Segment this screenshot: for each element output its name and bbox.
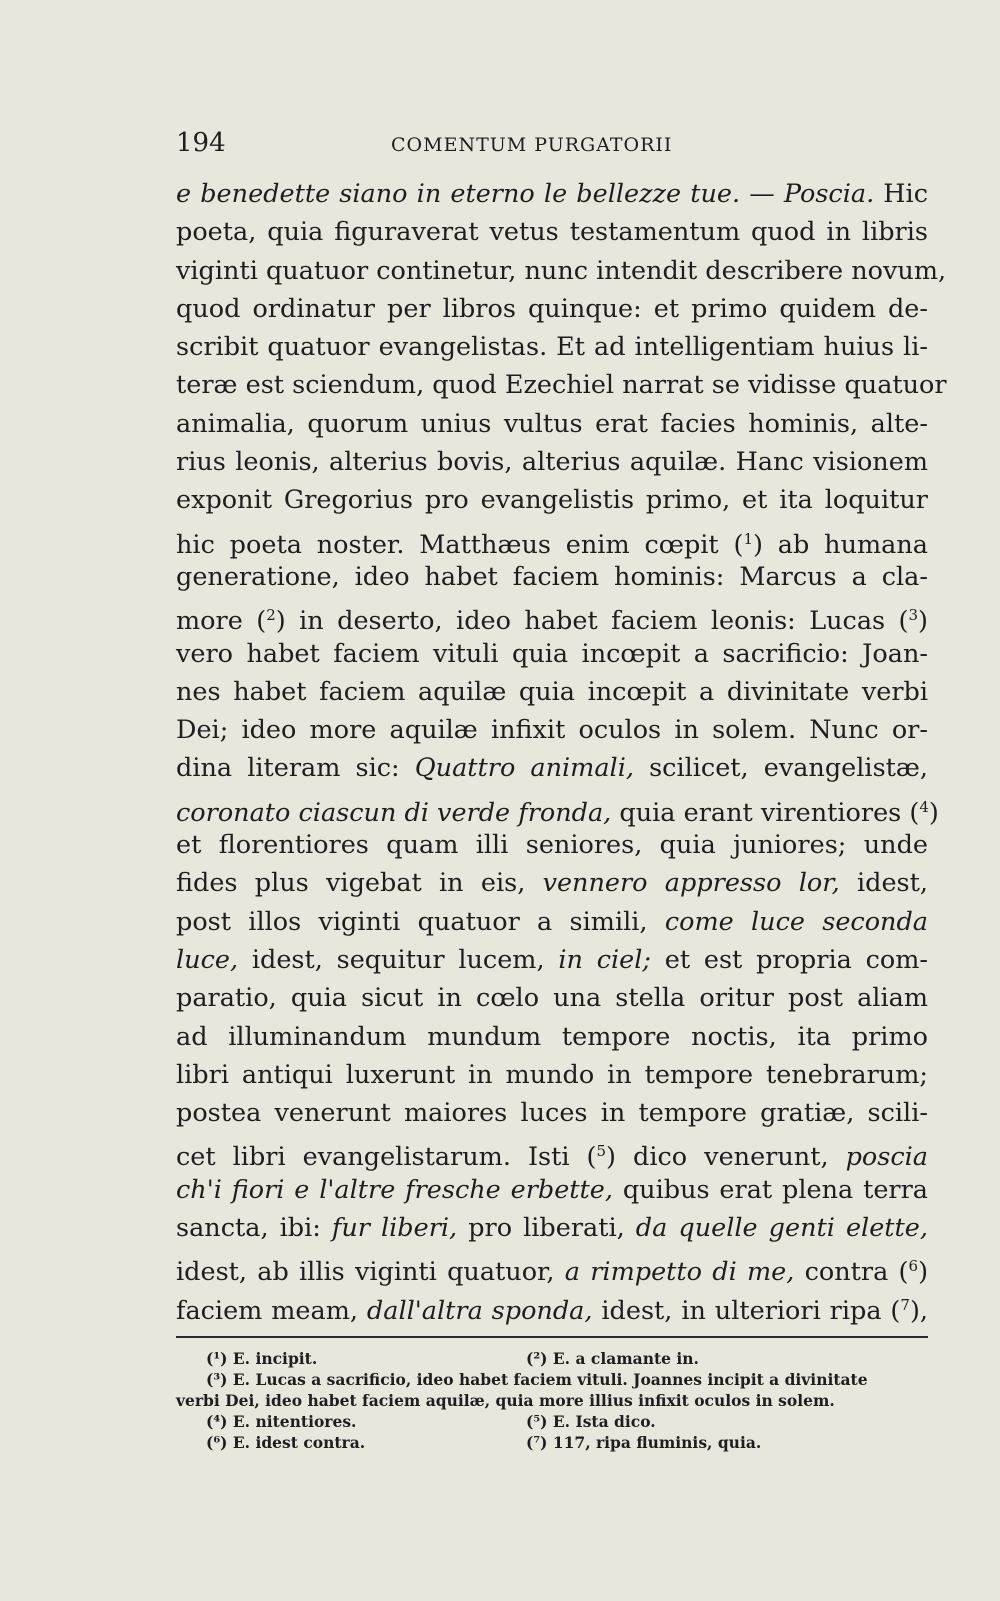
italic-quote: in ciel; bbox=[558, 944, 651, 975]
italic-quote: come luce seconda bbox=[664, 906, 929, 937]
text-span: hic poeta noster. Matthæus enim cœpit ( bbox=[176, 529, 744, 560]
text-line: Dei; ideo more aquilæ infixit oculos in solem. Nunc or- bbox=[176, 715, 928, 746]
text-span: pro liberati, bbox=[457, 1213, 636, 1244]
italic-quote: luce, bbox=[176, 944, 239, 975]
text-line bbox=[176, 749, 928, 787]
footnote-5: (⁵) E. Ista dico. bbox=[526, 1412, 656, 1431]
running-head: COMENTUM PURGATORII bbox=[391, 134, 673, 156]
text-line: ad illuminandum mundum tempore noctis, ita primo bbox=[176, 1021, 928, 1052]
italic-quote: a rimpetto di me, bbox=[564, 1257, 795, 1288]
footnote-6: (⁶) E. idest contra. bbox=[206, 1433, 366, 1452]
text-span: Hic bbox=[874, 179, 928, 209]
italic-quote: vennero appresso lor, bbox=[542, 868, 840, 899]
text-line bbox=[176, 1171, 928, 1209]
text-line: scribit quatuor evangelistas. Et ad intelligentiam huius li- bbox=[176, 332, 928, 363]
italic-quote: da quelle genti elette, bbox=[635, 1213, 928, 1244]
footnote-3: (³) E. Lucas a sacrificio, ideo habet faciem vituli. Joannes incipit a divinitate bbox=[206, 1370, 868, 1389]
text-line: postea venerunt maiores luces in tempore gratiæ, scili- bbox=[176, 1098, 928, 1129]
text-span: idest, sequitur lucem, bbox=[238, 944, 559, 975]
text-line: rius leonis, alterius bovis, alterius aquilæ. Hanc visionem bbox=[176, 447, 928, 478]
footnote-1: (¹) E. incipit. bbox=[206, 1349, 318, 1368]
text-line: paratio, quia sicut in cœlo una stella oritur post aliam bbox=[176, 983, 928, 1014]
footnote-row bbox=[176, 1369, 928, 1390]
text-span: scilicet, evangelistæ, bbox=[633, 753, 928, 784]
text-line: poeta, quia figuraverat vetus testamentum quod in libris bbox=[176, 217, 928, 248]
text-span: ) bbox=[918, 1257, 929, 1288]
text-line: nes habet faciem aquilæ quia incœpit a divinitate verbi bbox=[176, 676, 928, 707]
text-line: et florentiores quam illi seniores, quia juniores; unde bbox=[176, 830, 928, 861]
footnote-row bbox=[176, 1432, 928, 1453]
body-text bbox=[176, 175, 947, 1326]
footnote-2: (²) E. a clamante in. bbox=[526, 1349, 699, 1368]
text-span: ) in deserto, ideo habet faciem leonis: Lucas ( bbox=[275, 606, 909, 637]
text-span: ) bbox=[918, 606, 928, 637]
footnote-ref: 1 bbox=[743, 529, 754, 548]
text-span: faciem meam, bbox=[176, 1295, 367, 1326]
text-line: viginti quatuor continetur, nunc intendit describere novum, bbox=[176, 255, 947, 286]
footnotes bbox=[176, 1348, 928, 1453]
text-span: contra ( bbox=[794, 1257, 909, 1288]
footnote-divider bbox=[176, 1336, 928, 1338]
italic-quote: e benedette siano in eterno le bellezze tue. — Poscia. bbox=[176, 179, 875, 209]
text-line bbox=[176, 903, 928, 941]
text-span: ), bbox=[909, 1295, 928, 1326]
text-line: exponit Gregorius pro evangelistis primo, et ita loquitur bbox=[176, 485, 928, 516]
footnote-row bbox=[176, 1348, 928, 1369]
footnote-ref: 5 bbox=[596, 1142, 607, 1161]
page-header bbox=[176, 128, 696, 168]
text-line bbox=[176, 596, 928, 637]
footnote-ref: 2 bbox=[266, 606, 276, 625]
text-span: more ( bbox=[176, 606, 267, 637]
text-line bbox=[176, 864, 928, 902]
text-line: teræ est sciendum, quod Ezechiel narrat se vidisse quatuor bbox=[176, 370, 947, 401]
footnote-ref: 3 bbox=[908, 606, 919, 625]
text-line: vero habet faciem vituli quia incœpit a sacrificio: Joan- bbox=[176, 638, 928, 669]
footnote-3-continued: verbi Dei, ideo habet faciem aquilæ, quia more illius infixit oculos in solem. bbox=[176, 1391, 835, 1410]
italic-quote: coronato ciascun di verde fronda, bbox=[176, 797, 612, 828]
italic-quote: ch'i fiori e l'altre fresche erbette, bbox=[176, 1174, 613, 1205]
text-span: ) ab humana bbox=[753, 529, 928, 560]
page-number: 194 bbox=[176, 128, 226, 158]
text-span: ) dico venerunt, bbox=[606, 1142, 846, 1173]
text-line: generatione, ideo habet faciem hominis: Marcus a cla- bbox=[176, 561, 928, 592]
text-line bbox=[176, 1286, 928, 1324]
text-span: idest, bbox=[839, 868, 928, 899]
footnote-ref: 6 bbox=[908, 1257, 919, 1276]
text-span: idest, in ulteriori ripa ( bbox=[592, 1295, 901, 1326]
text-line: animalia, quorum unius vultus erat facies hominis, alte- bbox=[176, 408, 928, 439]
text-span: sancta, ibi: bbox=[176, 1213, 332, 1244]
text-span: et est propria com- bbox=[650, 944, 929, 975]
text-span: idest, ab illis viginti quatuor, bbox=[176, 1257, 565, 1288]
text-line bbox=[176, 1132, 928, 1173]
text-line bbox=[176, 520, 928, 558]
text-span: quibus erat plena terra bbox=[612, 1174, 928, 1205]
text-line bbox=[176, 941, 928, 979]
text-line bbox=[176, 175, 928, 213]
text-span: fides plus vigebat in eis, bbox=[176, 868, 543, 899]
footnote-row bbox=[176, 1411, 928, 1432]
text-span: post illos viginti quatuor a simili, bbox=[176, 906, 665, 937]
footnote-ref: 4 bbox=[919, 797, 929, 816]
footnote-7: (⁷) 117, ripa fluminis, quia. bbox=[526, 1433, 762, 1452]
footnote-ref: 7 bbox=[900, 1295, 910, 1314]
text-span: ) bbox=[928, 797, 939, 828]
italic-quote: fur liberi, bbox=[331, 1213, 458, 1244]
footnote-4: (⁴) E. nitentiores. bbox=[206, 1412, 357, 1431]
text-span: cet libri evangelistarum. Isti ( bbox=[176, 1142, 597, 1173]
text-line bbox=[176, 1209, 928, 1247]
text-span: quia erant virentiores ( bbox=[611, 797, 920, 828]
italic-quote: Quattro animali, bbox=[414, 753, 634, 784]
text-span: dina literam sic: bbox=[176, 753, 415, 784]
footnote-row bbox=[176, 1390, 928, 1411]
text-line: libri antiqui luxerunt in mundo in tempore tenebrarum; bbox=[176, 1059, 928, 1090]
italic-quote: dall'altra sponda, bbox=[366, 1295, 593, 1326]
text-line: quod ordinatur per libros quinque: et primo quidem de- bbox=[176, 293, 928, 324]
italic-quote: poscia bbox=[845, 1142, 928, 1173]
text-line bbox=[176, 1247, 929, 1288]
text-line bbox=[176, 788, 939, 828]
